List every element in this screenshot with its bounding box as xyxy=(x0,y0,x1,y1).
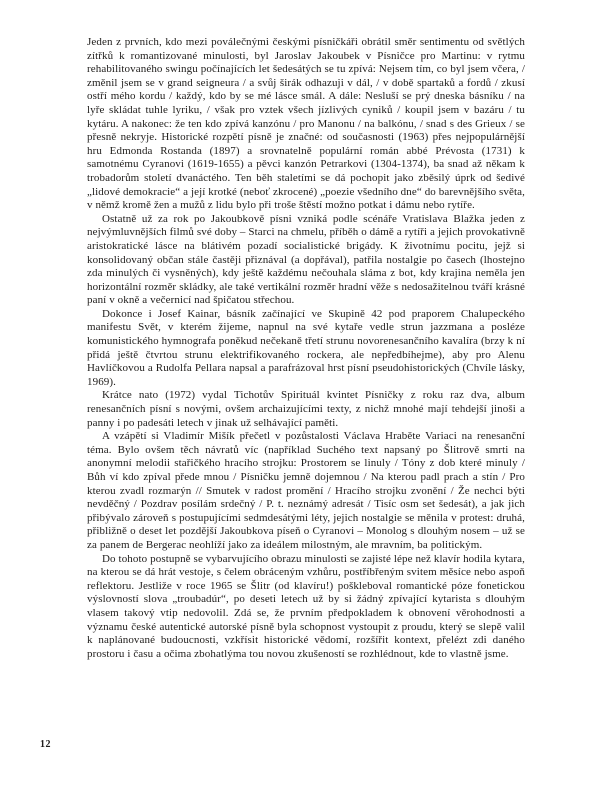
paragraph-6: Do tohoto postupně se vybarvujícího obrazu minulosti se zajisté lépe než klavír hodila kytara, na kterou se dá hrát vestoje, s čelem obráceným vzhůru, postříbřeným svitem měsíce nebo aspoň reflektoru. Jestliže v roce 1965 se Šlitr (od klavíru!) poškleboval romantické póze fonetickou výslovností slova „troubadúr“, po deseti letech už by si žádný zpívající kytarista s dlouhým vlasem takový vtip nedovolil. Zdá se, že prvním předpokladem k obnovení věrohodnosti a významu české autentické autorské písně byla schopnost vystoupit z proudu, který se slepě valil k naplánované budoucnosti, vzkřísit historické vědomí, rozšířit kontext, přelézt zdi daného prostoru i času a očima zbohatlýma tou novou zkušeností se rozhlédnout, kde to vlastně jsme. xyxy=(87,552,525,660)
paragraph-5: A vzápětí si Vladimír Mišík přečetl v pozůstalosti Václava Hraběte Variaci na renesanční téma. Bylo ovšem těch návratů víc (například Suchého text napsaný po Šlitrově smrti na anonymní melodii stařičkého hracího strojku: Prostorem se linuly / Tóny z dob které minuly / Bůh ví kdo zpíval přede mnou / Písničku jemně dojemnou / Na kterou padl prach a stín / Pro kterou zvadl rozmarýn // Smutek v radost promění / Hracího strojku zvonění / Že nechci býti nevděčný / Pozdrav posílám srdečný / P. t. neznámý adresát / Tisíc osm set šedesát), a jak jich přibývalo zároveň s postupujícími sedmdesátými léty, jejich nostalgie se měnila v protest: druhá, přibližně o deset let pozdější Jakoubkova píseň o Cyranovi – Monolog s dlouhým nosem – už se za panem de Bergerac neohlíží jako za ideálem milostným, ale mravním, ba politickým. xyxy=(87,430,525,551)
body-text xyxy=(87,36,525,661)
page-number: 12 xyxy=(40,739,51,750)
paragraph-4: Krátce nato (1972) vydal Tichotův Spirituál kvintet Písničky z roku raz dva, album renesančních písní s novými, ovšem archaizujícími texty, z nichž mnohé mají tehdejší jinoši a panny i po padesáti letech v jinak už selhávající paměti. xyxy=(87,389,525,429)
paragraph-2: Ostatně už za rok po Jakoubkově písni vzniká podle scénáře Vratislava Blažka jeden z nejvýmluvnějších filmů své doby – Starci na chmelu, příběh o dámě a rytíři a jejich provokativně aristokratické lásce na blátivém pozadí socialistické brigády. K životnímu pocitu, jejž si konsolidovaný občan stále častěji přiznával (a dopřával), patřila nostalgie po časech (lhostejno zda minulých či vysněných), kdy ještě každému nečouhala sláma z bot, kdy krajina neměla jen horizontální rozměr skládky, ale také vertikální rozměr hradní věže s nedosažitelnou tváří krásné paní v okně a večernicí nad špičatou střechou. xyxy=(87,212,525,307)
paragraph-1: Jeden z prvních, kdo mezi poválečnými českými písničkáři obrátil směr sentimentu od světlých zítřků k romantizované minulosti, byl Jaroslav Jakoubek v Písničce pro Martinu: v rytmu rehabilitovaného swingu počínajících let šedesátých se tu zpívá: Nejsem tím, co byl jsem včera, / změnil jsem se v grand seigneura / a svůj širák odhazuji v dál, / v době spartaků a fordů / zkusí ostří mého kordu / každý, kdo by se mé lásce smál. A dále: Nesluší se prý dneska básníku / na lyře skládat tuhle lyriku, / však pro vztek všech jízlivých cyniků / koupil jsem v bazáru / tu kytáru. A nakonec: že ten kdo zpívá kanzónu / pro Manonu / na balkónu, / snad s des Grieux / se přesně nekryje. Historické rozpětí písně je značné: od současnosti (1963) přes nejpopulárnější hru Edmonda Rostanda (1897) a srovnatelně populární román abbé Prévosta (1731) k samotnému Cyranovi (1619-1655) a pěvci kanzón Petrarkovi (1304-1374), ba snad až někam k trobadorům století dvanáctého. Ten běh staletími se dá pochopit jako zběsilý úprk od šedivé „lidové demokracie“ a její krotké (neboť zkrocené) „poezie všedního dne“ do barevnějšího světa, v němž kromě žen a mužů z lidu bylo při troše štěstí možno potkat i dámu nebo rytíře. xyxy=(87,36,525,212)
paragraph-3: Dokonce i Josef Kainar, básník začínající ve Skupině 42 pod praporem Chalupeckého manifestu Svět, v kterém žijeme, napnul na své kytaře vedle strun jazzmana a posléze komunistického hymnografa poněkud nečekaně třetí strunu novorenesančního kavalíra (brzy k ní přidá ještě čtvrtou strunu elektrifikovaného rockera, ale nepředbíhejme), aby pro Alenu Havlíčkovou a Rudolfa Pellara napsal a parafrázoval hrst písní pseudohistorických (Chvíle lásky, 1969). xyxy=(87,307,525,388)
